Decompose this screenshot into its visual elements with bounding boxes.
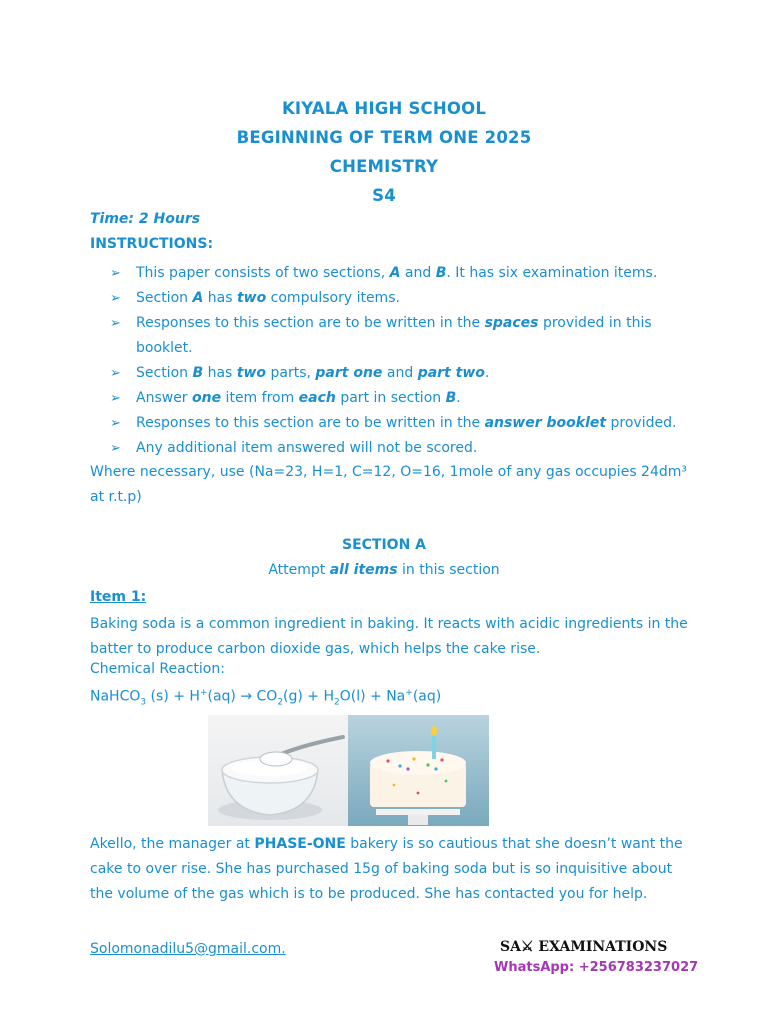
instruction-item: ➢ Section A has two compulsory items. — [110, 286, 710, 311]
item-description: Baking soda is a common ingredient in baking. It reacts with acidic ingredients in the batter to produce carbon dioxide gas, which helps the cake rise. — [90, 616, 688, 657]
instruction-item: ➢ Section B has two parts, part one and part two. — [110, 361, 710, 386]
instruction-item: ➢ Any additional item answered will not be scored. — [110, 436, 710, 461]
instruction-item: ➢ This paper consists of two sections, A and B. It has six examination items. — [110, 261, 710, 286]
crossed-swords-icon: ⚔ — [520, 939, 534, 955]
arrow-bullet-icon: ➢ — [110, 316, 121, 331]
instruction-item: ➢ Responses to this section are to be written in the answer booklet provided. — [110, 411, 710, 436]
cake-image — [348, 715, 489, 826]
footer-whatsapp: WhatsApp: +256783237027 — [494, 960, 699, 975]
arrow-bullet-icon: ➢ — [110, 416, 121, 431]
exam-class: S4 — [372, 186, 396, 205]
item-label: Item 1: — [90, 589, 147, 605]
exam-header — [0, 94, 768, 210]
arrow-bullet-icon: ➢ — [110, 366, 121, 381]
section-title: SECTION A — [341, 537, 426, 553]
section-instruction: Attempt all items in this section — [268, 562, 500, 578]
baking-soda-illustration — [208, 715, 348, 826]
illustration-images — [208, 715, 489, 826]
baking-soda-image — [208, 715, 348, 826]
data-note: Where necessary, use (Na=23, H=1, C=12, O=16, 1mole of any gas occupies 24dm³ at r.t.p) — [90, 464, 688, 505]
reaction-label: Chemical Reaction: — [90, 661, 225, 677]
arrow-bullet-icon: ➢ — [110, 291, 121, 306]
arrow-bullet-icon: ➢ — [110, 391, 121, 406]
chemical-equation: NaHCO$_3$ $(s) + H^+(aq) \to CO_2(g) + H_2O(l) + Na^+(aq)$ — [90, 688, 442, 708]
arrow-bullet-icon: ➢ — [110, 441, 121, 456]
arrow-bullet-icon: ➢ — [110, 266, 121, 281]
instructions-list — [110, 261, 710, 461]
instructions-title: INSTRUCTIONS: — [90, 236, 214, 252]
exam-term: BEGINNING OF TERM ONE 2025 — [236, 128, 532, 147]
school-name: KIYALA HIGH SCHOOL — [281, 99, 487, 118]
cake-illustration — [348, 715, 489, 826]
instruction-item: ➢ Answer one item from each part in section B. — [110, 386, 710, 411]
scenario-text: Akello, the manager at PHASE-ONE bakery is so cautious that she doesn’t want the cake to over rise. She has purchased 15g of baking soda but is so inquisitive about the volume of the gas which is to be produced. She has contacted you for help. — [90, 836, 683, 902]
footer-email-link[interactable]: Solomonadilu5@gmail.com. — [90, 941, 286, 957]
time-allowed: Time: 2 Hours — [90, 211, 201, 227]
footer-brand: SA⚔ EXAMINATIONS — [500, 939, 668, 955]
instruction-item: ➢ Responses to this section are to be written in the spaces provided in this booklet. — [110, 311, 710, 361]
exam-subject: CHEMISTRY — [329, 157, 439, 176]
